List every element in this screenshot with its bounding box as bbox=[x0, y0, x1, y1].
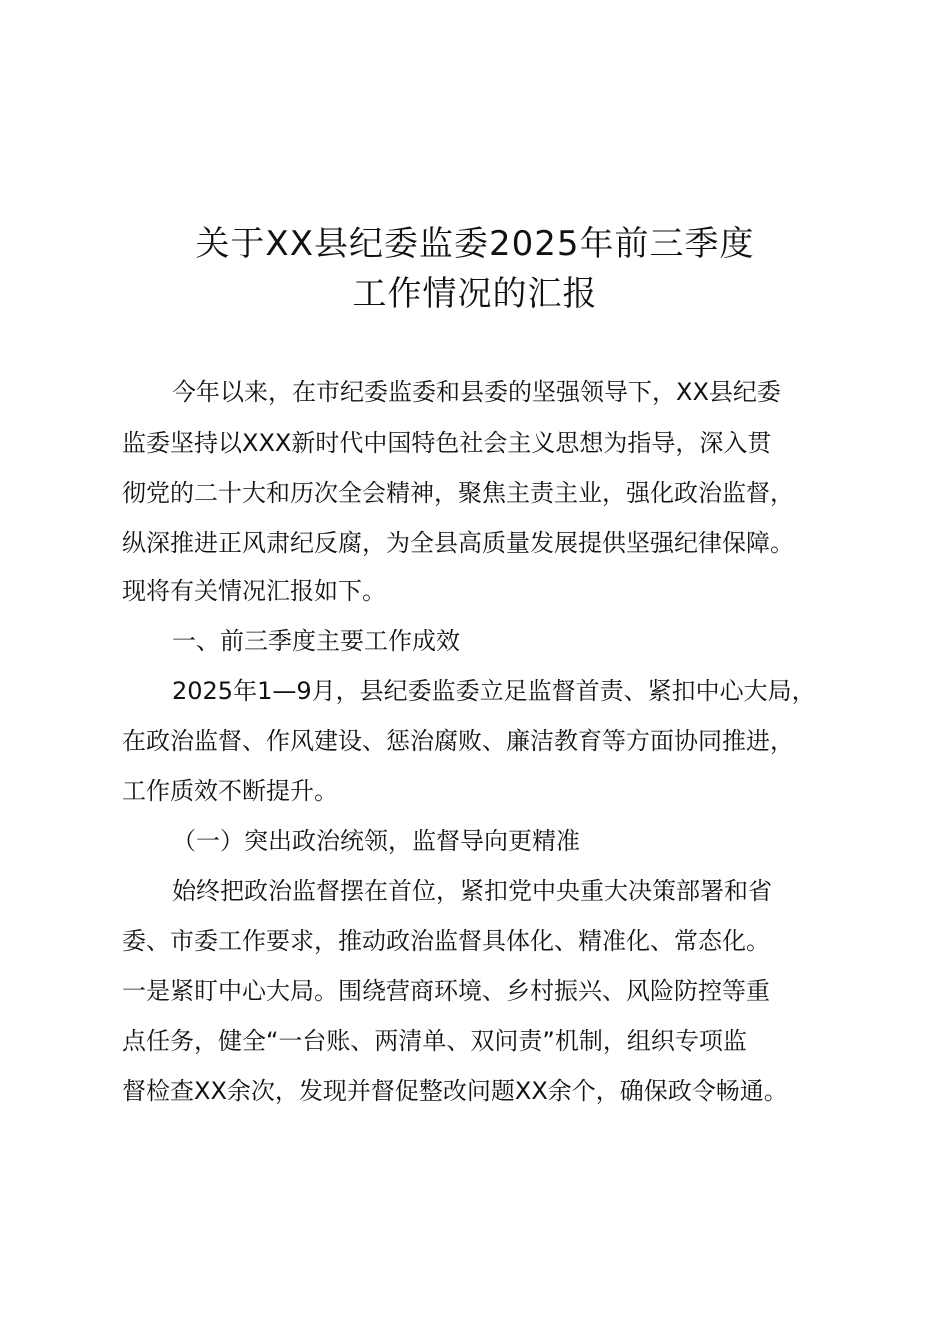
document-title-line-1: 关于XX县纪委监委2025年前三季度 bbox=[195, 224, 755, 264]
achievements-paragraph-line-1: 2025年1—9月，县纪委监委立足监督首责、紧扣中心大局， bbox=[172, 677, 816, 705]
political-supervision-line-2: 委、市委工作要求，推动政治监督具体化、精准化、常态化。 bbox=[122, 927, 770, 955]
political-supervision-line-5: 督检查XX余次，发现并督促整改问题XX余个，确保政令畅通。 bbox=[122, 1077, 788, 1105]
intro-paragraph-line-2: 监委坚持以XXX新时代中国特色社会主义思想为指导，深入贯 bbox=[122, 429, 772, 457]
intro-paragraph-line-5: 现将有关情况汇报如下。 bbox=[122, 577, 386, 605]
political-supervision-line-4: 点任务，健全“一台账、两清单、双问责”机制，组织专项监 bbox=[122, 1027, 747, 1055]
achievements-paragraph-line-2: 在政治监督、作风建设、惩治腐败、廉洁教育等方面协同推进， bbox=[122, 727, 794, 755]
intro-paragraph-line-1: 今年以来，在市纪委监委和县委的坚强领导下，XX县纪委 bbox=[172, 378, 781, 406]
intro-paragraph-line-4: 纵深推进正风肃纪反腐，为全县高质量发展提供坚强纪律保障。 bbox=[122, 529, 794, 557]
document-title-line-2: 工作情况的汇报 bbox=[352, 274, 598, 314]
section-heading-1: 一、前三季度主要工作成效 bbox=[172, 627, 460, 655]
intro-paragraph-line-3: 彻党的二十大和历次全会精神，聚焦主责主业，强化政治监督， bbox=[122, 479, 794, 507]
subsection-heading-1: （一）突出政治统领，监督导向更精准 bbox=[172, 827, 580, 855]
achievements-paragraph-line-3: 工作质效不断提升。 bbox=[122, 777, 338, 805]
political-supervision-line-1: 始终把政治监督摆在首位，紧扣党中央重大决策部署和省 bbox=[172, 877, 772, 905]
political-supervision-line-3: 一是紧盯中心大局。围绕营商环境、乡村振兴、风险防控等重 bbox=[122, 977, 770, 1005]
